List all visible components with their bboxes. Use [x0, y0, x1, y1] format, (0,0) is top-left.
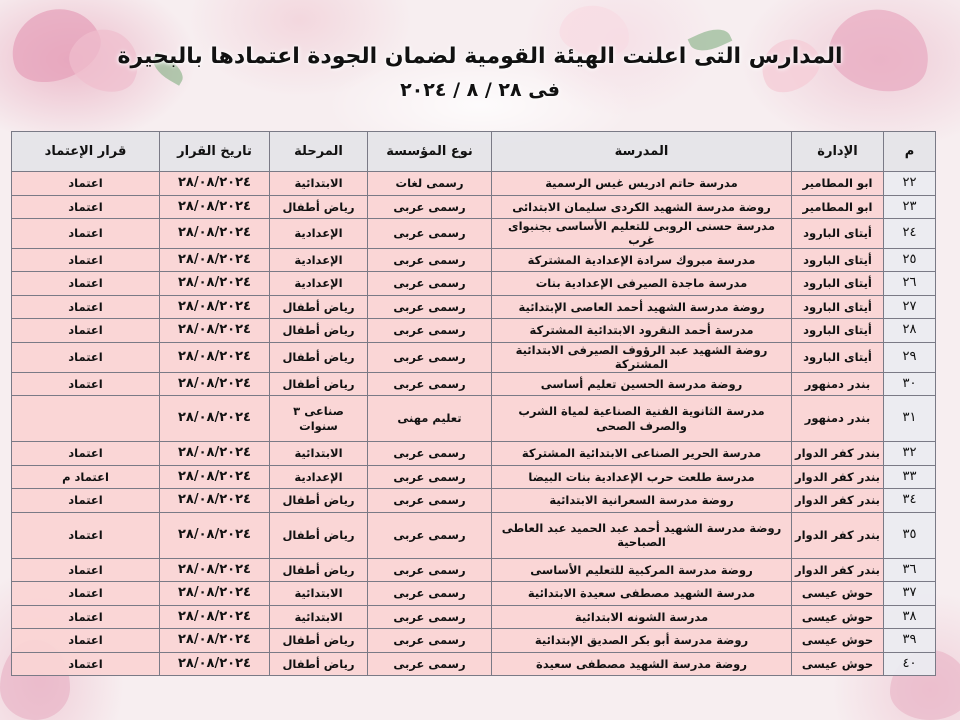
row-index-cell: ٢٤ — [884, 219, 936, 249]
page-subtitle-date: فى ٢٨ / ٨ / ٢٠٢٤ — [400, 79, 560, 101]
decision-date-cell: ٢٨/٠٨/٢٠٢٤ — [160, 442, 270, 466]
row-index-cell: ٢٧ — [884, 295, 936, 319]
administration-cell: أيتاى البارود — [792, 219, 884, 249]
decision-cell: اعتماد — [12, 195, 160, 219]
administration-cell: بندر كفر الدوار — [792, 512, 884, 558]
school-name-cell: مدرسة الشونه الابتدائية — [492, 605, 792, 629]
decision-cell: اعتماد — [12, 248, 160, 272]
table-row — [12, 219, 936, 249]
schools-table — [11, 131, 936, 676]
row-index-cell: ٢٥ — [884, 248, 936, 272]
institution-type-cell: رسمى عربى — [368, 582, 492, 606]
table-row — [12, 172, 936, 196]
decision-date-cell: ٢٨/٠٨/٢٠٢٤ — [160, 372, 270, 396]
table-row — [12, 652, 936, 676]
administration-cell: ابو المطامير — [792, 195, 884, 219]
administration-cell: أيتاى البارود — [792, 319, 884, 343]
decision-cell: اعتماد — [12, 489, 160, 513]
stage-cell: الإعدادية — [270, 248, 368, 272]
decision-date-cell: ٢٨/٠٨/٢٠٢٤ — [160, 489, 270, 513]
institution-type-cell: رسمى عربى — [368, 465, 492, 489]
row-index-cell: ٢٨ — [884, 319, 936, 343]
stage-cell: رياض أطفال — [270, 652, 368, 676]
stage-cell: الابتدائية — [270, 442, 368, 466]
institution-type-cell: رسمى عربى — [368, 272, 492, 296]
decision-date-cell: ٢٨/٠٨/٢٠٢٤ — [160, 272, 270, 296]
stage-cell: رياض أطفال — [270, 295, 368, 319]
table-row — [12, 248, 936, 272]
decision-cell: اعتماد م — [12, 465, 160, 489]
table-row — [12, 605, 936, 629]
stage-cell: رياض أطفال — [270, 558, 368, 582]
stage-cell: رياض أطفال — [270, 319, 368, 343]
school-name-cell: مدرسة أحمد النقرود الابتدائية المشتركة — [492, 319, 792, 343]
school-name-cell: مدرسة طلعت حرب الإعدادية بنات البيضا — [492, 465, 792, 489]
decision-cell: اعتماد — [12, 582, 160, 606]
school-name-cell: روضة مدرسة أبو بكر الصديق الإبتدائية — [492, 629, 792, 653]
decision-date-cell: ٢٨/٠٨/٢٠٢٤ — [160, 558, 270, 582]
school-name-cell: مدرسة الثانوية الفنية الصناعية لمياة الشرب والصرف الصحى — [492, 396, 792, 442]
school-name-cell: مدرسة حسنى الروبى للتعليم الأساسى بجنبواى غرب — [492, 219, 792, 249]
decision-date-cell: ٢٨/٠٨/٢٠٢٤ — [160, 342, 270, 372]
institution-type-cell: رسمى عربى — [368, 442, 492, 466]
stage-cell: الابتدائية — [270, 582, 368, 606]
school-name-cell: روضة الشهيد عبد الرؤوف الصيرفى الابتدائية المشتركة — [492, 342, 792, 372]
decision-cell: اعتماد — [12, 272, 160, 296]
stage-cell: رياض أطفال — [270, 372, 368, 396]
school-name-cell: روضة مدرسة الشهيد أحمد العاصى الإبتدائية — [492, 295, 792, 319]
decision-cell: اعتماد — [12, 219, 160, 249]
institution-type-cell: رسمى عربى — [368, 248, 492, 272]
header — [0, 44, 960, 101]
stage-cell: الإعدادية — [270, 272, 368, 296]
page-title: المدارس التى اعلنت الهيئة القومية لضمان الجودة اعتمادها بالبحيرة — [117, 44, 843, 69]
stage-cell: رياض أطفال — [270, 342, 368, 372]
table-row — [12, 558, 936, 582]
table-row — [12, 489, 936, 513]
decision-date-cell: ٢٨/٠٨/٢٠٢٤ — [160, 465, 270, 489]
school-name-cell: مدرسة مبروك سرادة الإعدادية المشتركة — [492, 248, 792, 272]
school-name-cell: روضة مدرسة السعرانية الابتدائية — [492, 489, 792, 513]
administration-cell: حوش عيسى — [792, 652, 884, 676]
stage-cell: الإعدادية — [270, 219, 368, 249]
administration-cell: حوش عيسى — [792, 629, 884, 653]
school-name-cell: روضة مدرسة الشهيد أحمد عبد الحميد عبد العاطى الصباحية — [492, 512, 792, 558]
administration-cell: بندر كفر الدوار — [792, 489, 884, 513]
row-index-cell: ٣٧ — [884, 582, 936, 606]
decision-date-cell: ٢٨/٠٨/٢٠٢٤ — [160, 512, 270, 558]
administration-cell: بندر كفر الدوار — [792, 465, 884, 489]
header-decision: قرار الإعتماد — [12, 132, 160, 172]
row-index-cell: ٢٢ — [884, 172, 936, 196]
header-institution-type: نوع المؤسسة — [368, 132, 492, 172]
header-school: المدرسة — [492, 132, 792, 172]
school-name-cell: روضة مدرسة الشهيد الكردى سليمان الابتدائى — [492, 195, 792, 219]
decision-date-cell: ٢٨/٠٨/٢٠٢٤ — [160, 652, 270, 676]
row-index-cell: ٢٩ — [884, 342, 936, 372]
row-index-cell: ٢٦ — [884, 272, 936, 296]
row-index-cell: ٣٠ — [884, 372, 936, 396]
header-index: م — [884, 132, 936, 172]
decision-cell: اعتماد — [12, 629, 160, 653]
institution-type-cell: رسمى عربى — [368, 219, 492, 249]
administration-cell: بندر دمنهور — [792, 372, 884, 396]
decision-date-cell: ٢٨/٠٨/٢٠٢٤ — [160, 295, 270, 319]
stage-cell: الإعدادية — [270, 465, 368, 489]
row-index-cell: ٣٦ — [884, 558, 936, 582]
institution-type-cell: رسمى عربى — [368, 372, 492, 396]
decision-cell — [12, 396, 160, 442]
table-row — [12, 372, 936, 396]
institution-type-cell: رسمى عربى — [368, 558, 492, 582]
institution-type-cell: رسمى عربى — [368, 629, 492, 653]
table-row — [12, 396, 936, 442]
decision-cell: اعتماد — [12, 652, 160, 676]
school-name-cell: مدرسة الشهيد مصطفى سعيدة الابتدائية — [492, 582, 792, 606]
table-row — [12, 442, 936, 466]
decision-cell: اعتماد — [12, 558, 160, 582]
institution-type-cell: رسمى عربى — [368, 652, 492, 676]
institution-type-cell: رسمى عربى — [368, 605, 492, 629]
administration-cell: أيتاى البارود — [792, 248, 884, 272]
decision-cell: اعتماد — [12, 319, 160, 343]
institution-type-cell: رسمى عربى — [368, 512, 492, 558]
stage-cell: الابتدائية — [270, 172, 368, 196]
row-index-cell: ٣٨ — [884, 605, 936, 629]
table-row — [12, 195, 936, 219]
stage-cell: الابتدائية — [270, 605, 368, 629]
decision-date-cell: ٢٨/٠٨/٢٠٢٤ — [160, 396, 270, 442]
institution-type-cell: رسمى عربى — [368, 195, 492, 219]
header-decision-date: تاريخ القرار — [160, 132, 270, 172]
administration-cell: بندر دمنهور — [792, 396, 884, 442]
administration-cell: أيتاى البارود — [792, 295, 884, 319]
table-row — [12, 272, 936, 296]
decision-cell: اعتماد — [12, 172, 160, 196]
table-row — [12, 319, 936, 343]
institution-type-cell: رسمى عربى — [368, 342, 492, 372]
row-index-cell: ٣٥ — [884, 512, 936, 558]
decision-cell: اعتماد — [12, 442, 160, 466]
table-row — [12, 342, 936, 372]
school-name-cell: روضة مدرسة الشهيد مصطفى سعيدة — [492, 652, 792, 676]
table-header-row — [12, 132, 936, 172]
table-row — [12, 629, 936, 653]
header-stage: المرحلة — [270, 132, 368, 172]
school-name-cell: مدرسة حاتم ادريس غيس الرسمية — [492, 172, 792, 196]
school-name-cell: مدرسة ماجدة الصيرفى الإعدادية بنات — [492, 272, 792, 296]
decision-cell: اعتماد — [12, 372, 160, 396]
row-index-cell: ٢٣ — [884, 195, 936, 219]
stage-cell: رياض أطفال — [270, 512, 368, 558]
institution-type-cell: رسمى عربى — [368, 295, 492, 319]
administration-cell: بندر كفر الدوار — [792, 558, 884, 582]
school-name-cell: روضة مدرسة المركبية للتعليم الأساسى — [492, 558, 792, 582]
decision-date-cell: ٢٨/٠٨/٢٠٢٤ — [160, 248, 270, 272]
decision-date-cell: ٢٨/٠٨/٢٠٢٤ — [160, 605, 270, 629]
administration-cell: حوش عيسى — [792, 605, 884, 629]
decision-date-cell: ٢٨/٠٨/٢٠٢٤ — [160, 219, 270, 249]
decision-cell: اعتماد — [12, 512, 160, 558]
decision-date-cell: ٢٨/٠٨/٢٠٢٤ — [160, 172, 270, 196]
administration-cell: بندر كفر الدوار — [792, 442, 884, 466]
stage-cell: صناعى ٣ سنوات — [270, 396, 368, 442]
decision-date-cell: ٢٨/٠٨/٢٠٢٤ — [160, 582, 270, 606]
administration-cell: أيتاى البارود — [792, 272, 884, 296]
table-row — [12, 582, 936, 606]
row-index-cell: ٣٢ — [884, 442, 936, 466]
header-administration: الإدارة — [792, 132, 884, 172]
table-row — [12, 295, 936, 319]
administration-cell: ابو المطامير — [792, 172, 884, 196]
table-row — [12, 465, 936, 489]
decision-date-cell: ٢٨/٠٨/٢٠٢٤ — [160, 319, 270, 343]
stage-cell: رياض أطفال — [270, 195, 368, 219]
administration-cell: أيتاى البارود — [792, 342, 884, 372]
decision-date-cell: ٢٨/٠٨/٢٠٢٤ — [160, 629, 270, 653]
school-name-cell: مدرسة الحرير الصناعى الابتدائية المشتركة — [492, 442, 792, 466]
stage-cell: رياض أطفال — [270, 489, 368, 513]
table-row — [12, 512, 936, 558]
institution-type-cell: رسمى عربى — [368, 489, 492, 513]
institution-type-cell: تعليم مهنى — [368, 396, 492, 442]
institution-type-cell: رسمى عربى — [368, 319, 492, 343]
decision-cell: اعتماد — [12, 605, 160, 629]
administration-cell: حوش عيسى — [792, 582, 884, 606]
decision-cell: اعتماد — [12, 342, 160, 372]
row-index-cell: ٣٤ — [884, 489, 936, 513]
decision-date-cell: ٢٨/٠٨/٢٠٢٤ — [160, 195, 270, 219]
institution-type-cell: رسمى لغات — [368, 172, 492, 196]
stage-cell: رياض أطفال — [270, 629, 368, 653]
decision-cell: اعتماد — [12, 295, 160, 319]
row-index-cell: ٣٩ — [884, 629, 936, 653]
row-index-cell: ٣١ — [884, 396, 936, 442]
row-index-cell: ٣٣ — [884, 465, 936, 489]
school-name-cell: روضة مدرسة الحسين تعليم أساسى — [492, 372, 792, 396]
schools-table-container — [12, 131, 936, 676]
row-index-cell: ٤٠ — [884, 652, 936, 676]
